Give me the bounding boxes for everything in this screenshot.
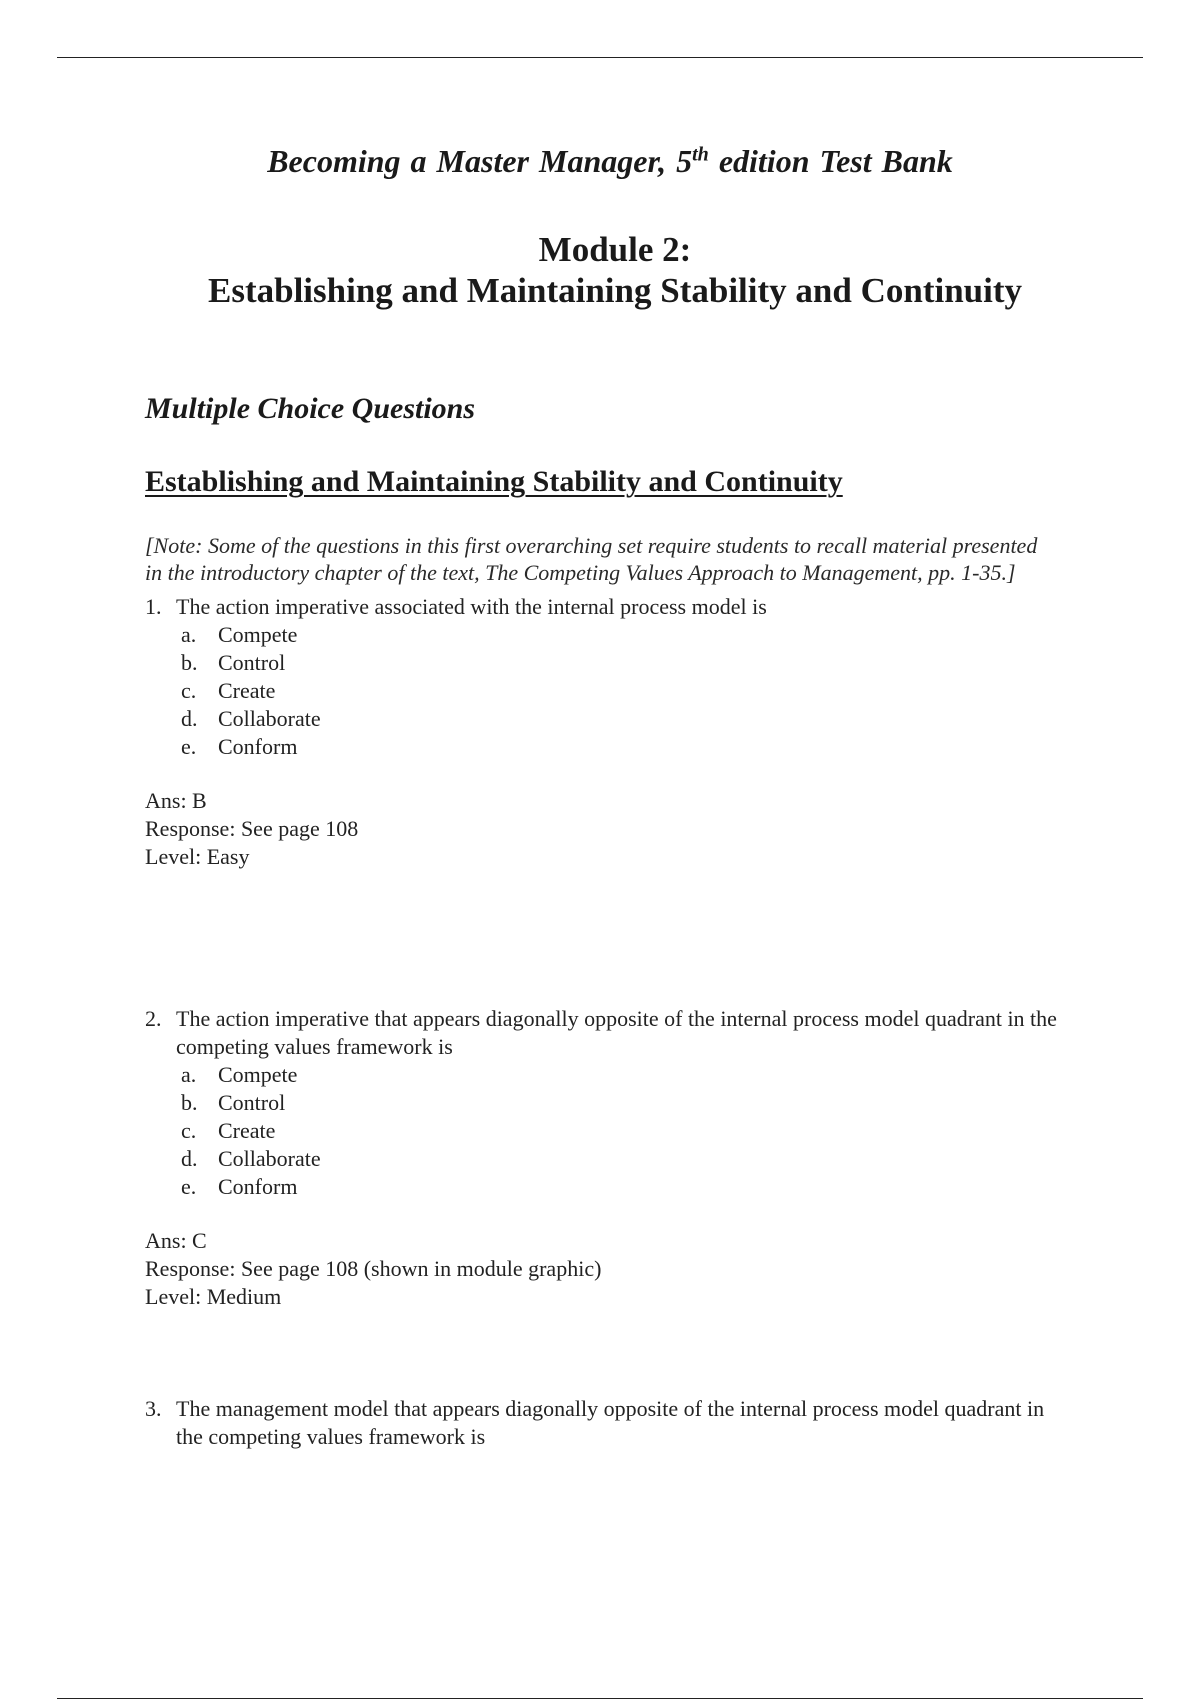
question-text: The action imperative that appears diagonally opposite of the internal process model quadrant in the competing values framework is <box>176 1006 1057 1059</box>
question-stem <box>145 1005 1105 1061</box>
option-text: Conform <box>218 734 298 759</box>
option-e <box>145 1173 1105 1201</box>
question-1 <box>145 593 1105 871</box>
answer-key <box>145 1227 1105 1311</box>
question-text: The action imperative associated with the internal process model is <box>176 594 767 619</box>
option-text: Collaborate <box>218 706 321 731</box>
option-e <box>145 733 1105 761</box>
title-main: Becoming a Master Manager, 5 <box>267 143 693 179</box>
response-line: Response: See page 108 (shown in module graphic) <box>145 1256 602 1281</box>
question-number: 3. <box>145 1396 162 1421</box>
section-heading: Multiple Choice Questions <box>145 392 476 425</box>
bottom-rule <box>57 1698 1143 1699</box>
question-number: 2. <box>145 1006 162 1031</box>
title-superscript: th <box>692 143 709 166</box>
title-tail: edition Test Bank <box>708 143 953 179</box>
option-d <box>145 1145 1105 1173</box>
answer-key <box>145 787 1105 871</box>
option-text: Create <box>218 1118 276 1143</box>
answer-line: Ans: B <box>145 788 207 813</box>
answer-line: Ans: C <box>145 1228 207 1253</box>
answer-options <box>145 1061 1105 1201</box>
option-a <box>145 1061 1105 1089</box>
option-letter: b. <box>181 650 198 675</box>
question-number: 1. <box>145 594 162 619</box>
module-number: Module 2: <box>538 230 692 269</box>
question-2 <box>145 1005 1105 1311</box>
level-line: Level: Medium <box>145 1284 282 1309</box>
answer-options <box>145 621 1105 761</box>
option-b <box>145 1089 1105 1117</box>
option-letter: e. <box>181 1174 197 1199</box>
option-text: Compete <box>218 622 298 647</box>
option-text: Collaborate <box>218 1146 321 1171</box>
question-stem <box>145 1395 1045 1451</box>
subsection-heading: Establishing and Maintaining Stability and Continuity <box>145 465 843 498</box>
option-letter: d. <box>181 1146 198 1171</box>
option-a <box>145 621 1105 649</box>
option-b <box>145 649 1105 677</box>
level-line: Level: Easy <box>145 844 250 869</box>
option-letter: a. <box>181 622 197 647</box>
option-c <box>145 1117 1105 1145</box>
question-stem <box>145 593 1105 621</box>
option-c <box>145 677 1105 705</box>
instructor-note: [Note: Some of the questions in this first overarching set require students to recall material presented in the introductory chapter of the text, The Competing Values Approach to Management, pp. 1-35.] <box>145 533 1038 585</box>
response-line: Response: See page 108 <box>145 816 359 841</box>
document-title <box>0 143 1200 180</box>
option-letter: c. <box>181 678 197 703</box>
option-letter: b. <box>181 1090 198 1115</box>
option-letter: d. <box>181 706 198 731</box>
module-heading <box>0 229 1200 311</box>
option-text: Conform <box>218 1174 298 1199</box>
question-3 <box>145 1395 1045 1451</box>
option-letter: a. <box>181 1062 197 1087</box>
option-text: Control <box>218 650 286 675</box>
question-text: The management model that appears diagonally opposite of the internal process model quadrant in the competing values framework is <box>176 1396 1045 1449</box>
option-d <box>145 705 1105 733</box>
option-letter: c. <box>181 1118 197 1143</box>
option-text: Control <box>218 1090 286 1115</box>
module-title: Establishing and Maintaining Stability and Continuity <box>207 271 1023 310</box>
top-rule <box>57 57 1143 58</box>
option-text: Create <box>218 678 276 703</box>
option-letter: e. <box>181 734 197 759</box>
option-text: Compete <box>218 1062 298 1087</box>
